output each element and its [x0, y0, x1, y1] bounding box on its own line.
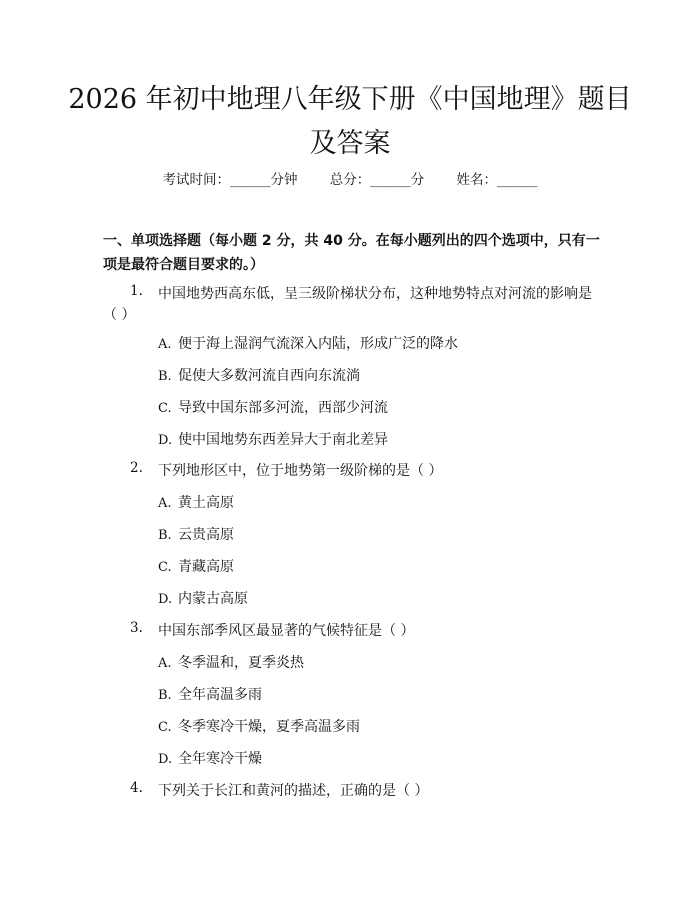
option-d[interactable]	[158, 588, 248, 608]
section-heading: 一、单项选择题（每小题 2 分，共 40 分。在每小题列出的四个选项中，只有一项是最符合题目要求的。）	[103, 233, 600, 273]
option-text: 促使大多数河流自西向东流淌	[178, 368, 360, 384]
option-c[interactable]	[158, 397, 388, 417]
option-d[interactable]	[158, 429, 388, 449]
question-number: 2.	[130, 460, 143, 476]
option-b[interactable]	[158, 365, 360, 385]
option-letter: D.	[158, 752, 173, 767]
option-text: 使中国地势东西差异大于南北差异	[178, 432, 388, 448]
option-letter: B.	[158, 688, 172, 703]
question-number: 3.	[130, 620, 143, 636]
option-a[interactable]	[158, 652, 304, 672]
option-text: 导致中国东部多河流，西部少河流	[178, 400, 388, 416]
option-text: 冬季寒冷干燥，夏季高温多雨	[178, 719, 360, 735]
question-text: 下列关于长江和黄河的描述，正确的是（ ）	[158, 783, 429, 799]
option-text: 内蒙古高原	[178, 591, 248, 607]
document-title: 2026 年初中地理八年级下册《中国地理》题目及答案	[68, 84, 632, 159]
option-c[interactable]	[158, 716, 360, 736]
option-d[interactable]	[158, 748, 262, 768]
option-letter: B.	[158, 528, 172, 543]
name-field: 姓名：______	[456, 172, 538, 188]
question-text-continued: （ ）	[103, 307, 136, 323]
option-text: 黄土高原	[178, 495, 234, 511]
option-a[interactable]	[158, 492, 234, 512]
question-text: 中国地势西高东低，呈三级阶梯状分布，这种地势特点对河流的影响是	[158, 286, 592, 302]
question-number: 1.	[130, 283, 143, 299]
question-text: 中国东部季风区最显著的气候特征是（ ）	[158, 623, 415, 639]
question-number: 4.	[130, 780, 143, 796]
option-text: 便于海上湿润气流深入内陆，形成广泛的降水	[178, 336, 458, 352]
option-text: 全年高温多雨	[178, 687, 262, 703]
option-letter: D.	[158, 592, 173, 607]
option-text: 云贵高原	[178, 527, 234, 543]
option-b[interactable]	[158, 524, 234, 544]
option-letter: D.	[158, 433, 173, 448]
option-letter: C.	[158, 720, 172, 735]
option-c[interactable]	[158, 556, 234, 576]
option-letter: B.	[158, 369, 172, 384]
option-text: 青藏高原	[178, 559, 234, 575]
exam-meta	[0, 168, 700, 188]
total-score-field: 总分：______分	[329, 172, 425, 188]
question-text: 下列地形区中，位于地势第一级阶梯的是（ ）	[158, 463, 443, 479]
option-letter: C.	[158, 401, 172, 416]
option-a[interactable]	[158, 333, 458, 353]
option-letter: A.	[158, 496, 172, 511]
option-letter: A.	[158, 337, 172, 352]
exam-time-field: 考试时间：______分钟	[162, 172, 298, 188]
option-b[interactable]	[158, 684, 262, 704]
option-text: 冬季温和，夏季炎热	[178, 655, 304, 671]
option-letter: A.	[158, 656, 172, 671]
option-letter: C.	[158, 560, 172, 575]
option-text: 全年寒冷干燥	[178, 751, 262, 767]
